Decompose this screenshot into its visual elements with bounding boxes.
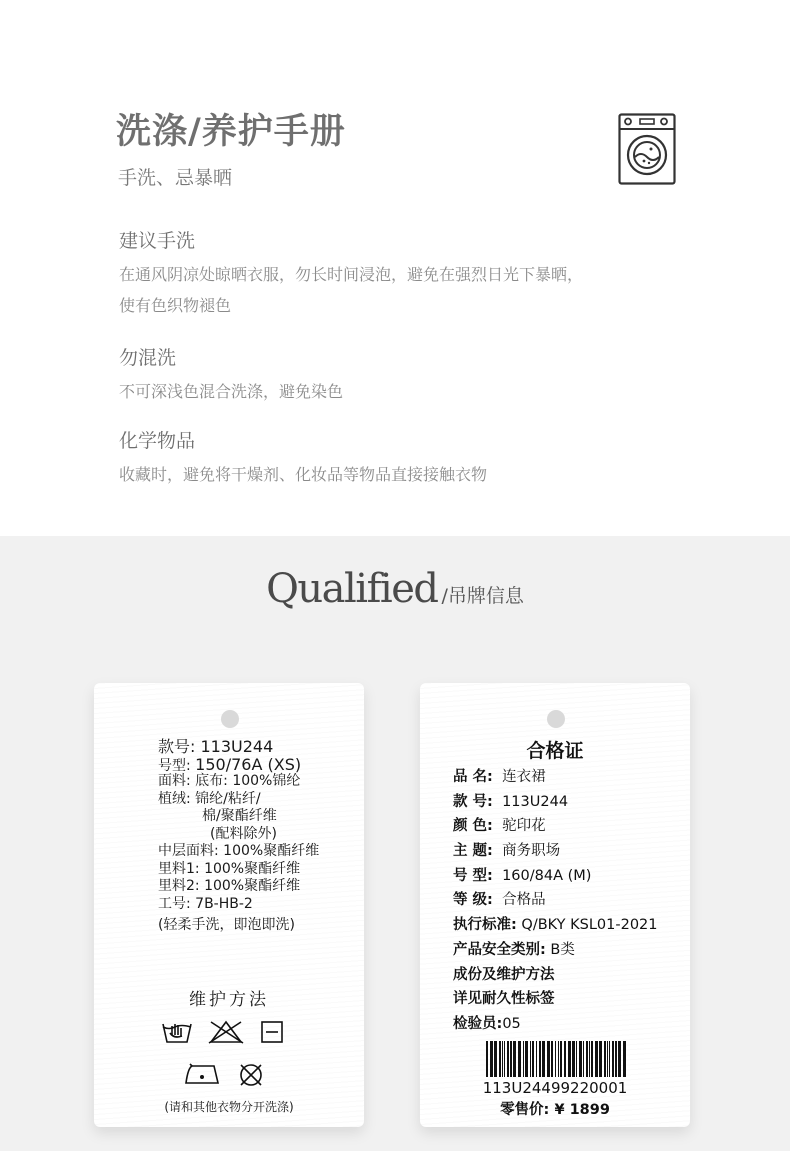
barcode-bar	[532, 1041, 534, 1077]
barcode-bar	[599, 1041, 602, 1077]
barcode-bar	[558, 1041, 559, 1077]
barcode-bar	[595, 1041, 598, 1077]
row-value: 113U244	[502, 793, 569, 810]
row-key: 执行标准:	[453, 917, 517, 934]
tag-line-label: 里料1:	[158, 860, 200, 877]
care-item-desc-line: 收藏时，避免将干燥剂、化妆品等物品直接接触衣物	[119, 465, 488, 484]
tag-line-value: 100%聚酯纤维	[204, 860, 301, 877]
tag-line-value: 100%聚酯纤维	[223, 843, 320, 859]
tag-line-value: (轻柔手洗，即泡即洗)	[158, 917, 295, 933]
low-iron-icon	[186, 1064, 218, 1083]
barcode-bar	[612, 1041, 614, 1077]
composition-tag	[94, 683, 364, 1127]
hand-wash-icon	[163, 1024, 191, 1042]
certificate-rows	[453, 765, 658, 1037]
barcode-bar	[591, 1041, 593, 1077]
certificate-row	[453, 765, 658, 790]
care-item-chemicals	[119, 426, 487, 490]
tag-line	[158, 738, 319, 756]
tag-line	[158, 861, 319, 879]
price-value: ¥ 1899	[554, 1102, 610, 1118]
care-note: (请和其他衣物分开洗涤)	[164, 1100, 294, 1114]
tag-line-label: 里料2:	[158, 878, 200, 894]
tag-hole	[547, 710, 565, 728]
row-value: 05	[502, 1015, 521, 1032]
care-item-title: 建议手洗	[119, 230, 196, 252]
certificate-title: 合格证	[526, 740, 584, 762]
certificate-row	[453, 1012, 658, 1037]
barcode-bar	[494, 1041, 497, 1077]
barcode-bar	[564, 1041, 566, 1077]
tag-line-value: 100%聚酯纤维	[204, 878, 301, 894]
care-item-no-mixed-wash	[119, 343, 343, 407]
barcode-bar	[547, 1041, 550, 1077]
do-not-dry-clean-icon	[241, 1065, 261, 1085]
tag-line	[158, 917, 319, 935]
row-key: 等 级:	[453, 892, 493, 909]
barcode-bar	[504, 1041, 505, 1077]
heading-english: Qualified	[266, 566, 438, 612]
certificate-tag	[420, 683, 690, 1127]
barcode-bar	[502, 1041, 503, 1077]
certificate-row	[453, 790, 658, 815]
barcode-bar	[618, 1041, 621, 1077]
care-symbols	[94, 1018, 364, 1098]
composition-lines	[158, 738, 319, 935]
row-key: 号 型:	[453, 867, 493, 884]
tag-line	[158, 808, 319, 826]
care-method-title: 维护方法	[189, 990, 269, 1010]
tag-line	[158, 756, 319, 774]
tag-info-heading	[0, 566, 790, 612]
barcode-bar	[518, 1041, 521, 1077]
care-item-title: 勿混洗	[119, 347, 177, 369]
barcode-bar	[513, 1041, 516, 1077]
barcode-bar	[615, 1041, 617, 1077]
tag-line	[158, 878, 319, 896]
tag-line	[158, 791, 319, 809]
care-item-hand-wash	[119, 226, 583, 321]
care-item-desc-line: 在通风阴凉处晾晒衣服，勿长时间浸泡，避免在强烈日光下暴晒，	[119, 265, 584, 284]
certificate-row	[453, 963, 658, 988]
row-key: 款 号:	[453, 793, 493, 810]
tag-line-label: 号型:	[158, 757, 191, 774]
washing-machine-icon	[618, 113, 676, 185]
certificate-row	[453, 839, 658, 864]
barcode-bar	[530, 1041, 531, 1077]
certificate-row	[453, 987, 658, 1012]
row-value: 160/84A (M)	[502, 867, 592, 884]
row-key: 详见耐久性标签	[453, 991, 555, 1008]
row-value: B类	[550, 941, 575, 958]
retail-price	[420, 1098, 690, 1119]
barcode-number: 113U24499220001	[482, 1079, 628, 1097]
tag-line-value: 113U244	[200, 737, 274, 756]
barcode-bar	[576, 1041, 577, 1077]
barcode-bar	[560, 1041, 562, 1077]
row-key: 主 题:	[453, 843, 493, 860]
barcode-bar	[568, 1041, 571, 1077]
barcode-bar	[589, 1041, 590, 1077]
tag-line	[158, 773, 319, 791]
care-item-desc	[119, 459, 487, 490]
row-key: 颜 色:	[453, 818, 493, 835]
tag-line-value: 锦纶/粘纤/	[195, 790, 261, 807]
tag-line-value: 棉/聚酯纤维	[202, 808, 277, 824]
heading-chinese: /吊牌信息	[441, 585, 524, 607]
barcode-bar	[525, 1041, 528, 1077]
certificate-row	[453, 864, 658, 889]
care-guide-subtitle: 手洗、忌暴晒	[118, 167, 233, 189]
tag-line-label: 面料:	[158, 773, 191, 789]
barcode-bar	[572, 1041, 575, 1077]
barcode-bar	[499, 1041, 501, 1077]
row-key: 成份及维护方法	[453, 966, 555, 983]
row-key: 检验员:	[453, 1015, 503, 1032]
care-item-title: 化学物品	[119, 430, 196, 452]
barcode-bar	[607, 1041, 608, 1077]
tag-hole	[221, 710, 239, 728]
tag-line-value: 底布: 100%锦纶	[195, 773, 301, 789]
tag-line	[158, 826, 319, 844]
row-key: 产品安全类别:	[453, 941, 546, 958]
row-value: Q/BKY KSL01-2021	[521, 917, 658, 934]
barcode-bar	[523, 1041, 524, 1077]
barcode-bar	[536, 1041, 537, 1077]
tag-line-value: 7B-HB-2	[195, 895, 253, 912]
price-label: 零售价:	[500, 1102, 550, 1118]
barcode-bar	[551, 1041, 553, 1077]
certificate-row	[453, 814, 658, 839]
tag-line-value: 150/76A (XS)	[195, 754, 302, 774]
tag-line-value: (配料除外)	[210, 825, 277, 842]
barcode-bar	[586, 1041, 588, 1077]
barcode-bar	[507, 1041, 509, 1077]
barcode-bar	[539, 1041, 541, 1077]
care-item-desc-line: 不可深浅色混合洗涤，避免染色	[119, 382, 344, 401]
row-value: 合格品	[502, 892, 546, 909]
barcode	[486, 1041, 626, 1077]
barcode-bar	[604, 1041, 606, 1077]
tag-line-label: 中层面料:	[158, 843, 219, 859]
care-item-desc	[119, 376, 343, 407]
barcode-bar	[486, 1041, 488, 1077]
barcode-bar	[510, 1041, 512, 1077]
care-item-desc-line: 使有色织物褪色	[119, 296, 232, 315]
line-dry-icon	[262, 1022, 282, 1042]
tag-line-label: 款号:	[158, 737, 196, 756]
row-key: 品 名:	[453, 769, 493, 785]
barcode-bar	[579, 1041, 582, 1077]
do-not-bleach-icon	[209, 1022, 243, 1043]
care-guide-title: 洗涤/养护手册	[116, 112, 346, 152]
barcode-bar	[623, 1041, 626, 1077]
barcode-bar	[609, 1041, 610, 1077]
certificate-row	[453, 913, 658, 938]
certificate-row	[453, 888, 658, 913]
row-value: 驼印花	[502, 818, 546, 835]
tag-line	[158, 843, 319, 861]
barcode-bar	[490, 1041, 493, 1077]
row-value: 连衣裙	[502, 769, 546, 785]
barcode-bar	[555, 1041, 556, 1077]
care-guide-section	[0, 0, 790, 536]
certificate-row	[453, 938, 658, 963]
barcode-bar	[583, 1041, 584, 1077]
tag-line-label: 植绒:	[158, 790, 191, 807]
row-value: 商务职场	[502, 843, 561, 860]
barcode-bar	[542, 1041, 545, 1077]
tag-line-label: 工号:	[158, 895, 191, 912]
tag-line	[158, 896, 319, 914]
care-item-desc	[119, 259, 583, 321]
